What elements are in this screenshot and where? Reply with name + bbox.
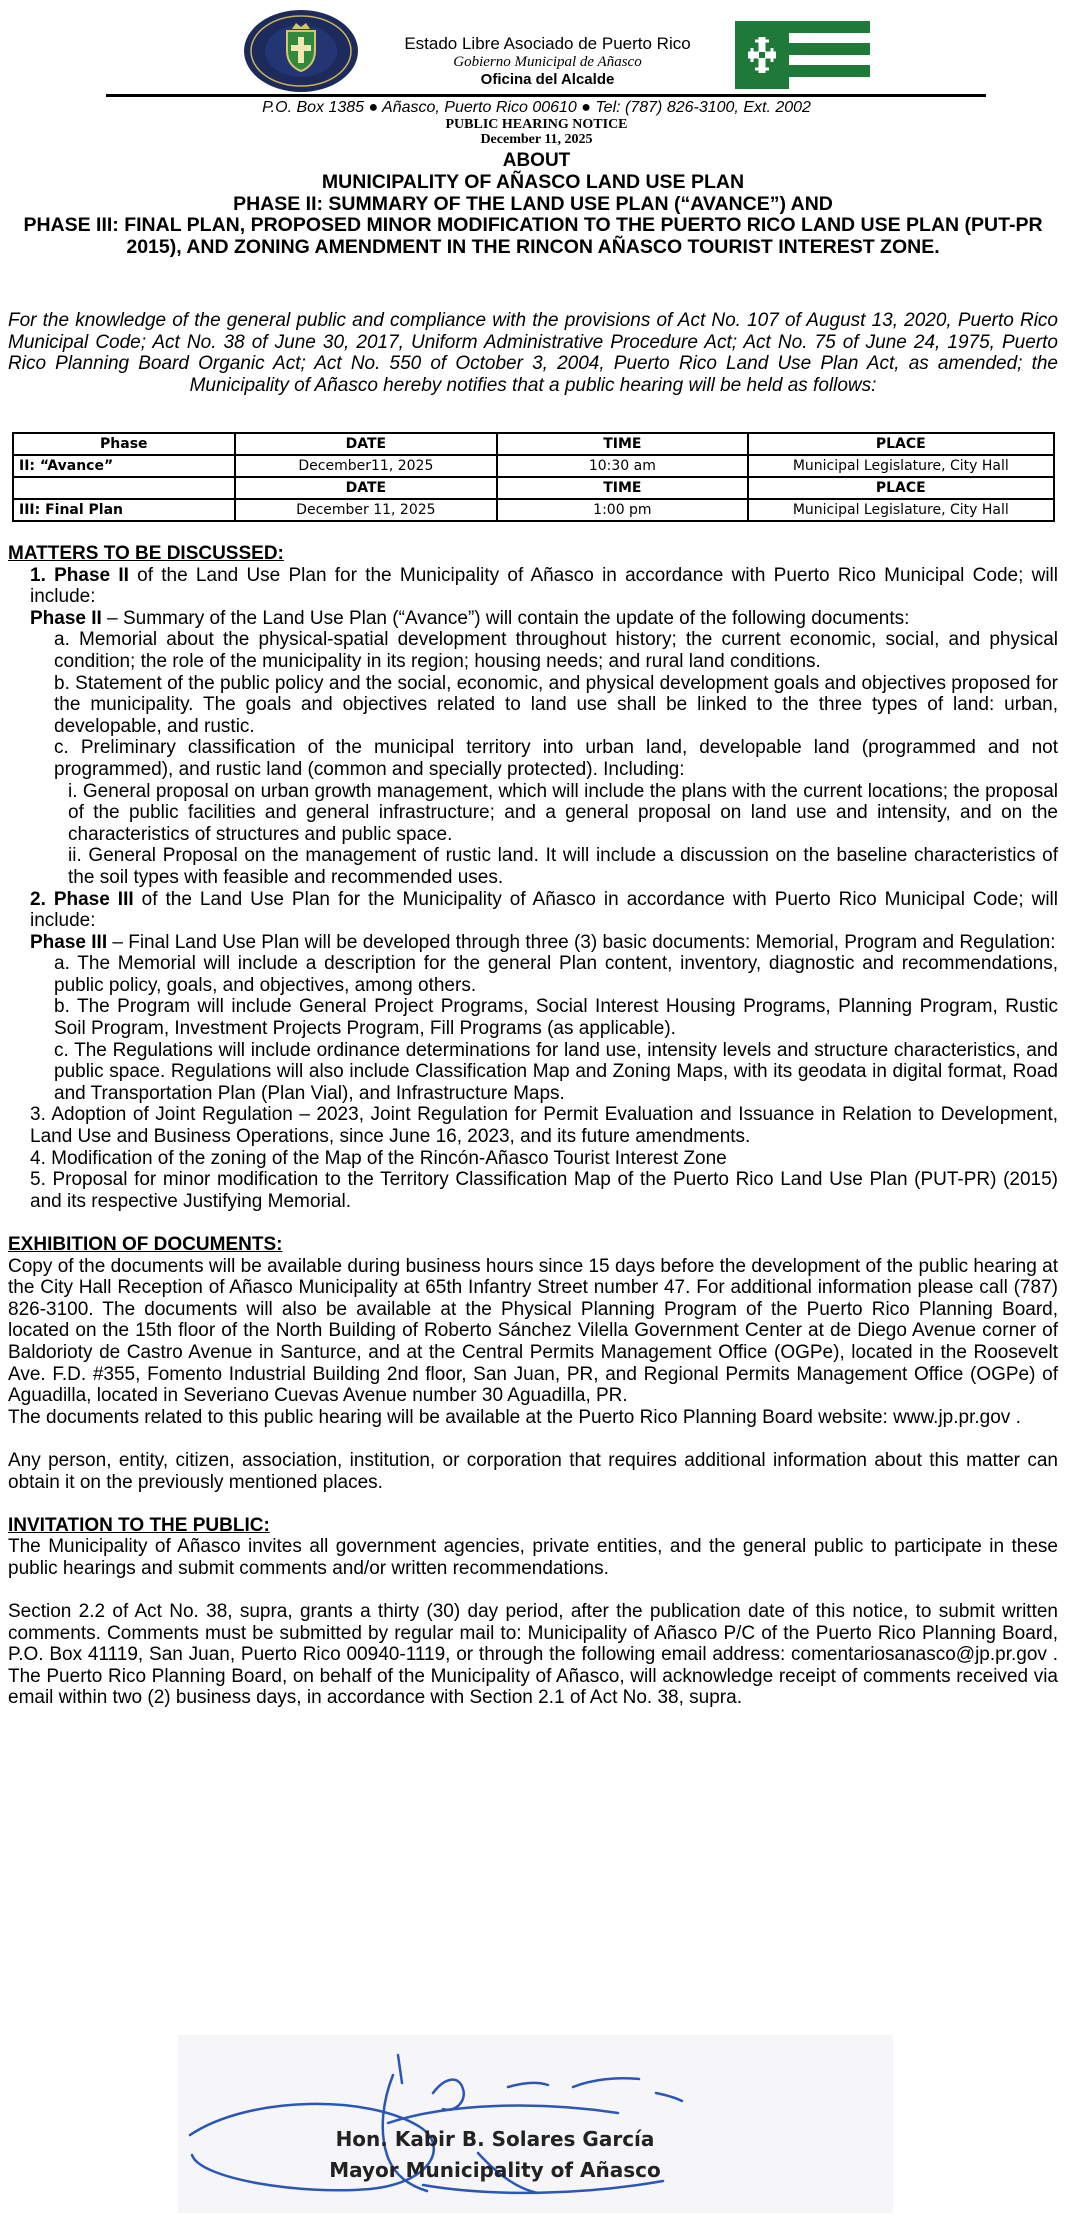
item-label: Phase II — [30, 607, 102, 629]
column-header: DATE — [235, 433, 498, 455]
signatory-title: Mayor Municipality of Añasco — [329, 2158, 661, 2182]
sub-item-a: a. The Memorial will include a description for the general Plan content, inventory, diagnostic and recommendations, public policy, goals, and objectives, among others. — [54, 953, 1058, 996]
cell-place: Municipal Legislature, City Hall — [748, 499, 1054, 521]
cell-date: December11, 2025 — [235, 455, 498, 477]
matters-item-3: 3. Adoption of Joint Regulation – 2023, Joint Regulation for Permit Evaluation and Issuance in Relation to Development, Land Use and Business Operations, since June 16, 2023, and its future amendments. — [30, 1104, 1058, 1148]
column-header: PLACE — [748, 433, 1054, 455]
spacer — [8, 1493, 1058, 1515]
letterhead-divider — [106, 94, 986, 97]
cell-empty — [13, 477, 235, 499]
letterhead-text — [370, 34, 725, 89]
matters-item-2 — [8, 889, 1058, 932]
table-header-row — [13, 433, 1054, 455]
column-header: PLACE — [748, 477, 1054, 499]
notice-title — [8, 172, 1058, 258]
letterhead-commonwealth: Estado Libre Asociado de Puerto Rico — [404, 34, 691, 53]
notice-header — [0, 117, 1073, 147]
item-label: 1. Phase II — [30, 564, 129, 586]
matters-heading: MATTERS TO BE DISCUSSED: — [8, 543, 284, 564]
cell-place: Municipal Legislature, City Hall — [748, 455, 1054, 477]
signature-text — [300, 2124, 690, 2186]
sub-item-b: b. The Program will include General Project Programs, Social Interest Housing Programs, Planning Program, Rustic Soil Program, Investment Projects Program, Fill Programs (as applicable). — [54, 996, 1058, 1040]
comments-paragraph: Section 2.2 of Act No. 38, supra, grants a thirty (30) day period, after the publication date of this notice, to submit written comments. Comments must be submitted by regular mail to: Municipality of Añasco P/C of the Puerto Rico Planning Board, P.O. Box 41119, San Juan, Puerto Rico 00940-1119, or through the following email address: comentariosanasco@jp.pr.gov . The Puerto Rico Planning Board, on behalf of the Municipality of Añasco, will acknowledge receipt of comments received via email within two (2) business days, in accordance with Section 2.1 of Act No. 38, supra. — [8, 1601, 1058, 1709]
item-label: Phase III — [30, 931, 108, 953]
invitation-heading: INVITATION TO THE PUBLIC: — [8, 1514, 270, 1536]
item-text: of the Land Use Plan for the Municipality of Añasco in accordance with Puerto Rico Municipal Code; will include: — [30, 564, 1058, 608]
column-header: DATE — [235, 477, 498, 499]
exhibition-website: The documents related to this public hearing will be available at the Puerto Rico Planning Board website: www.jp.pr.gov . — [8, 1406, 1021, 1428]
matters-item-1 — [8, 565, 1058, 608]
spacer — [8, 1428, 1058, 1450]
title-line: PHASE II: SUMMARY OF THE LAND USE PLAN (“AVANCE”) AND — [233, 192, 833, 215]
notice-about: ABOUT — [502, 150, 571, 171]
notice-date: December 11, 2025 — [480, 132, 593, 147]
exhibition-paragraph: Copy of the documents will be available during business hours since 15 days before the development of the public hearing at the City Hall Reception of Añasco Municipality at 65th Infantry Street number 47. For additional information please call (787) 826-3100. The documents will also be available at the Physical Planning Program of the Puerto Rico Planning Board, located on the 15th floor of the North Building of Roberto Sánchez Vilella Government Center at de Diego Avenue corner of Baldorioty de Castro Avenue in Santurce, and at the Central Permits Management Office (OGPe), located in the Roosevelt Ave. F.D. #355, Fomento Industrial Building 2nd floor, San Juan, PR, and Regional Permits Management Office (OGPe) of Aguadilla, located in Severiano Cuevas Avenue number 30 Aguadilla, PR. — [8, 1255, 1058, 1407]
sub-item-c: c. The Regulations will include ordinance determinations for land use, intensity levels and structure characteristics, and public space. Regulations will also include Classification Map and Zoning Maps, with its geodata in digital format, Road and Transportation Plan (Plan Vial), and Infrastructure Maps. — [54, 1039, 1058, 1104]
anasco-flag-icon — [735, 21, 870, 89]
sub-item-c: c. Preliminary classification of the municipal territory into urban land, developable land (programmed and not programmed), and rustic land (common and specially protected). Including: — [54, 737, 1058, 780]
cell-phase: II: “Avance” — [13, 455, 235, 477]
matters-item-5: 5. Proposal for minor modification to the Territory Classification Map of the Puerto Rico Land Use Plan (PUT-PR) (2015) and its respective Justifying Memorial. — [30, 1169, 1058, 1212]
intro-paragraph: For the knowledge of the general public and compliance with the provisions of Act No. 107 of August 13, 2020, Puerto Rico Municipal Code; Act No. 38 of June 30, 2017, Uniform Administrative Procedure Act; Act No. 75 of June 24, 1975, Puerto Rico Planning Board Organic Act; Act No. 550 of October 3, 2004, Puerto Rico Land Use Plan Act, as amended; the Municipality of Añasco hereby notifies that a public hearing will be held as follows: — [8, 310, 1058, 396]
table-row — [13, 455, 1054, 477]
cell-phase: III: Final Plan — [13, 499, 235, 521]
hearing-schedule-table — [12, 432, 1055, 522]
column-header: TIME — [497, 477, 747, 499]
phase-ii-summary — [8, 608, 1058, 630]
table-header-row — [13, 477, 1054, 499]
item-text: of the Land Use Plan for the Municipality of Añasco in accordance with Puerto Rico Municipal Code; will include: — [30, 888, 1058, 932]
phase-iii-summary — [8, 932, 1058, 954]
item-text: – Final Land Use Plan will be developed through three (3) basic documents: Memorial, Program and Regulation: — [107, 931, 1056, 953]
letterhead-government: Gobierno Municipal de Añasco — [453, 54, 642, 70]
sub-item-a: a. Memorial about the physical-spatial development throughout history; the current economic, social, and physical condition; the role of the municipality in its region; housing needs; and rural land conditions. — [54, 629, 1058, 672]
spacer — [8, 1212, 1058, 1234]
spacer — [8, 1580, 1058, 1602]
cell-time: 1:00 pm — [497, 499, 747, 521]
letterhead-address: P.O. Box 1385 ● Añasco, Puerto Rico 00610 ● Tel: (787) 826-3100, Ext. 2002 — [262, 99, 811, 116]
title-line: PHASE III: FINAL PLAN, PROPOSED MINOR MODIFICATION TO THE PUERTO RICO LAND USE PLAN (PUT-PR 2015), AND ZONING AMENDMENT IN THE RINCON AÑASCO TOURIST INTEREST ZONE. — [23, 214, 1043, 258]
invitation-paragraph: The Municipality of Añasco invites all government agencies, private entities, and the general public to participate in these public hearings and submit comments and/or written recommendations. — [8, 1536, 1058, 1579]
letterhead-office: Oficina del Alcalde — [480, 71, 615, 88]
notice-label: PUBLIC HEARING NOTICE — [445, 117, 628, 132]
exhibition-additional-info: Any person, entity, citizen, association, institution, or corporation that requires additional information about this matter can obtain it on the previously mentioned places. — [8, 1449, 1058, 1493]
exhibition-heading: EXHIBITION OF DOCUMENTS: — [8, 1234, 283, 1255]
table-row — [13, 499, 1054, 521]
municipal-seal-icon — [243, 9, 359, 93]
signatory-name: Hon. Kabir B. Solares García — [335, 2127, 655, 2151]
sub-item-c-i: i. General proposal on urban growth management, which will include the plans with the current locations; the proposal of the public facilities and general infrastructure; and a general proposal on land use and intensity, and on the characteristics of structures and public space. — [68, 780, 1058, 845]
cell-date: December 11, 2025 — [235, 499, 498, 521]
title-line: MUNICIPALITY OF AÑASCO LAND USE PLAN — [321, 171, 745, 193]
item-text: – Summary of the Land Use Plan (“Avance”) will contain the update of the following documents: — [101, 607, 910, 629]
cell-time: 10:30 am — [497, 455, 747, 477]
sub-item-b: b. Statement of the public policy and the social, economic, and physical development goals and objectives proposed for the municipality. The goals and objectives related to land use shall be linked to the three types of land: urban, developable, and rustic. — [54, 672, 1058, 737]
notice-body — [8, 543, 1058, 1709]
item-label: 2. Phase III — [30, 888, 134, 910]
sub-item-c-ii: ii. General Proposal on the management of rustic land. It will include a discussion on the baseline characteristics of the soil types with feasible and recommended uses. — [68, 845, 1058, 888]
matters-item-4: 4. Modification of the zoning of the Map of the Rincón-Añasco Tourist Interest Zone — [30, 1147, 727, 1169]
column-header: Phase — [13, 433, 235, 455]
column-header: TIME — [497, 433, 747, 455]
